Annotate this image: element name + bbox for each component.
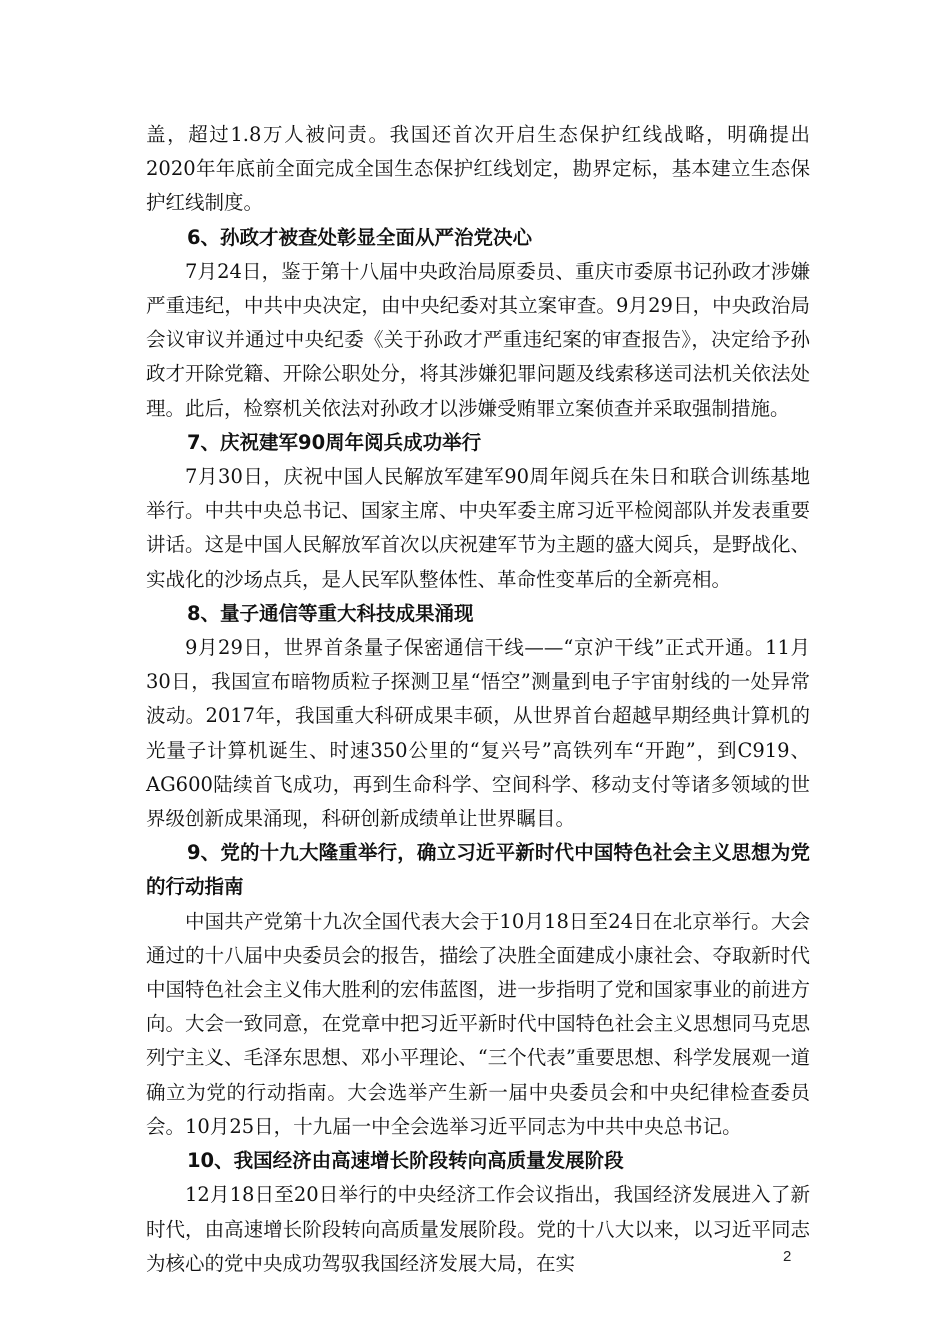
- section-10-heading: 10、我国经济由高速增长阶段转向高质量发展阶段: [186, 1149, 624, 1173]
- intro-continuation-paragraph: 盖，超过1.8万人被问责。我国还首次开启生态保护红线战略，明确提出2020年年底前全面完成全国生态保护红线划定，勘界定标，基本建立生态保护红线制度。: [146, 123, 810, 215]
- section-9-heading: 9、党的十九大隆重举行，确立习近平新时代中国特色社会主义思想为党的行动指南: [146, 841, 810, 899]
- section-7-heading: 7、庆祝建军90周年阅兵成功举行: [186, 430, 482, 454]
- document-page: [146, 118, 810, 1281]
- page-number: 2: [783, 1248, 792, 1265]
- section-8-heading: 8、量子通信等重大科技成果涌现: [186, 601, 474, 625]
- section-8-paragraph: 9月29日，世界首条量子保密通信干线——“京沪干线”正式开通。11月30日，我国宣布暗物质粒子探测卫星“悟空”测量到电子宇宙射线的一处异常波动。2017年，我国重大科研成果丰硕，从世界首台超越早期经典计算机的光量子计算机诞生、时速350公里的“复兴号”高铁列车“开跑”，到C919、AG600陆续首飞成功，再到生命科学、空间科学、移动支付等诸多领域的世界级创新成果涌现，科研创新成绩单让世界瞩目。: [146, 636, 810, 831]
- section-9-paragraph: 中国共产党第十九次全国代表大会于10月18日至24日在北京举行。大会通过的十八届中央委员会的报告，描绘了决胜全面建成小康社会、夺取新时代中国特色社会主义伟大胜利的宏伟蓝图，进一步指明了党和国家事业的前进方向。大会一致同意，在党章中把习近平新时代中国特色社会主义思想同马克思列宁主义、毛泽东思想、邓小平理论、“三个代表”重要思想、科学发展观一道确立为党的行动指南。大会选举产生新一届中央委员会和中央纪律检查委员会。10月25日，十九届一中全会选举习近平同志为中共中央总书记。: [146, 909, 810, 1138]
- section-10-paragraph: 12月18日至20日举行的中央经济工作会议指出，我国经济发展进入了新时代，由高速增长阶段转向高质量发展阶段。党的十八大以来，以习近平同志为核心的党中央成功驾驭我国经济发展大局，在实: [146, 1183, 810, 1275]
- section-7-paragraph: 7月30日，庆祝中国人民解放军建军90周年阅兵在朱日和联合训练基地举行。中共中央总书记、国家主席、中央军委主席习近平检阅部队并发表重要讲话。这是中国人民解放军首次以庆祝建军节为主题的盛大阅兵，是野战化、实战化的沙场点兵，是人民军队整体性、革命性变革后的全新亮相。: [146, 465, 810, 591]
- section-6-heading: 6、孙政才被查处彰显全面从严治党决心: [186, 225, 533, 249]
- section-6-paragraph: 7月24日，鉴于第十八届中央政治局原委员、重庆市委原书记孙政才涉嫌严重违纪，中共中央决定，由中央纪委对其立案审查。9月29日，中央政治局会议审议并通过中央纪委《关于孙政才严重违纪案的审查报告》，决定给予孙政才开除党籍、开除公职处分，将其涉嫌犯罪问题及线索移送司法机关依法处理。此后，检察机关依法对孙政才以涉嫌受贿罪立案侦查并采取强制措施。: [146, 259, 810, 420]
